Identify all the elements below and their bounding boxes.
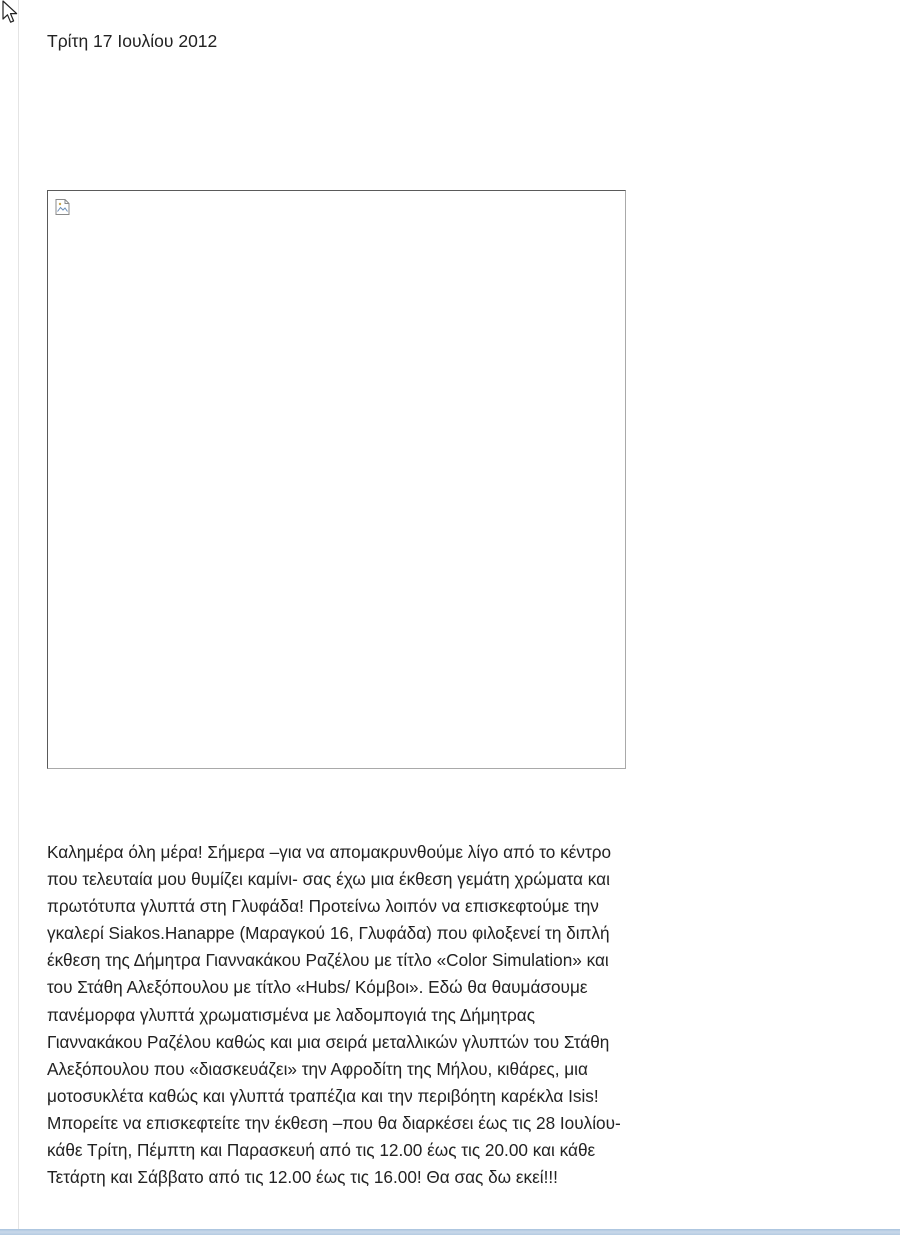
page-left-divider	[18, 0, 19, 1229]
mouse-pointer-icon	[1, 0, 21, 26]
post-date: Τρίτη 17 Ιουλίου 2012	[47, 31, 218, 51]
post-body-text: Καλημέρα όλη μέρα! Σήμερα –για να απομακρυνθούμε λίγο από το κέντρο που τελευταία μου θυμίζει καμίνι- σας έχω μια έκθεση γεμάτη χρώματα και πρωτότυπα γλυπτά στη Γλυφάδα! Προτείνω λοιπόν να επισκεφτούμε την γκαλερί Siakos.Hanappe (Μαραγκού 16, Γλυφάδα) που φιλοξενεί τη διπλή έκθεση της Δήμητρα Γιαννακάκου Ραζέλου με τίτλο «Color Simulation» και του Στάθη Αλεξόπουλου με τίτλο «Hubs/ Κόμβοι». Εδώ θα θαυμάσουμε πανέμορφα γλυπτά χρωματισμένα με λαδομπογιά της Δήμητρας Γιαννακάκου Ραζέλου καθώς και μια σειρά μεταλλικών γλυπτών του Στάθη Αλεξόπουλου που «διασκευάζει» την Αφροδίτη της Μήλου, κιθάρες, μια μοτοσυκλέτα καθώς και γλυπτά τραπέζια και την περιβόητη καρέκλα Isis! Μπορείτε να επισκεφτείτε την έκθεση –που θα διαρκέσει έως τις 28 Ιουλίου- κάθε Τρίτη, Πέμπτη και Παρασκευή από τις 12.00 έως τις 20.00 και κάθε Τετάρτη και Σάββατο από τις 12.00 έως τις 16.00! Θα σας δω εκεί!!!	[47, 842, 621, 1188]
post-body	[47, 839, 631, 1229]
taskbar	[0, 1229, 900, 1235]
post-image-placeholder[interactable]	[47, 190, 626, 769]
broken-image-icon	[54, 198, 72, 216]
